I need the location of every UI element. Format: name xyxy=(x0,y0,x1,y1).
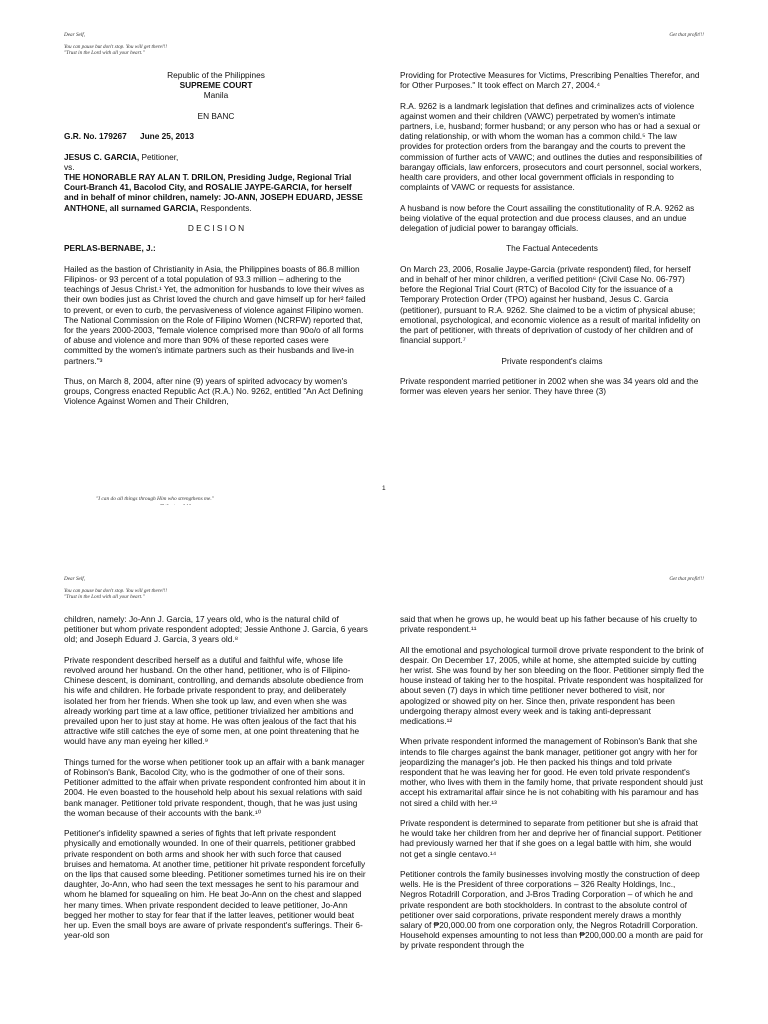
header-quote-2: "Trust in the Lord with all your heart." xyxy=(64,594,145,600)
header-motto: Get that profit!!! xyxy=(669,32,704,38)
page2-right-column xyxy=(400,614,704,961)
decision-heading: D E C I S I O N xyxy=(187,222,245,233)
page-header-left xyxy=(64,576,167,601)
body-paragraph: Hailed as the bastion of Christianity in Asia, the Philippines boasts of 86.8 million Filipinos- or 93 percent of a total population of 93.3 million – adhering to the teachings of Jesus Christ.¹ Yet, the admonition for husbands to love their wives as their own bodies just as Christ loved the church and gave himself up for her² failed to prevent, or even to curb, the pervasiveness of violence against Filipino women. The National Commission on the Role of Filipino Women (NCRFW) reported that, for the years 2000-2003, "female violence comprised more than 90o/o of all forms of abuse and violence and more than 90% of these reported cases were committed by the women's intimate partners such as their husbands and live-in partners."³ xyxy=(64,263,366,366)
header-quote-2: "Trust in the Lord with all your heart." xyxy=(64,50,145,56)
body-paragraph: Private respondent described herself as a dutiful and faithful wife, whose life revolved around her husband. On the other hand, petitioner, who is of Filipino-Chinese descent, is dominant, controlling, and demands absolute obedience from his wife and children. He forbade private respondent to pray, and deliberately isolated her from her friends. When she took up law, and even when she was already working part time at a law office, petitioner trivialized her ambitions and prevailed upon her to just stay at home. He was often jealous of the fact that his attractive wife still catches the eye of some men, at one point threatening that he would have any man eyeing her killed.⁹ xyxy=(64,654,364,747)
document-page-2 xyxy=(0,568,768,1024)
body-paragraph: Providing for Protective Measures for Victims, Prescribing Penalties Therefor, and for Other Purposes." It took effect on March 27, 2004.⁴ xyxy=(400,70,700,91)
body-paragraph: R.A. 9262 is a landmark legislation that defines and criminalizes acts of violence against women and their children (VAWC) perpetrated by women's intimate partners, i.e, husband; former husband; or any person who has or had a sexual or dating relationship, or with whom the woman has a common child.⁵ The law provides for protection orders from the barangay and the courts to prevent the commission of further acts of VAWC; and outlines the duties and responsibilities of barangay officials, law enforcers, prosecutors and court personnel, social workers, health care providers, and other local government officials in responding to complaints of VAWC or requests for assistance. xyxy=(400,100,703,193)
caption-petitioner xyxy=(64,152,368,162)
caption-respondents xyxy=(64,172,368,213)
respondents-names: THE HONORABLE RAY ALAN T. DRILON, Presiding Judge, Regional Trial Court-Branch 41, Bacolod City, and ROSALIE JAYPE-GARCIA, for herself and in behalf of minor children, namely: JO-ANN, JOSEPH EDUARD, JESSE ANTHONE, all surnamed GARCIA, xyxy=(64,171,363,213)
body-paragraph: All the emotional and psychological turmoil drove private respondent to the brink of despair. On December 17, 2005, while at home, she attempted suicide by cutting her wrist. She was found by her son bleeding on the floor. Petitioner simply fled the house instead of taking her to the hospital. Private respondent was hospitalized for about seven (7) days in which time petitioner never bothered to visit, nor apologized or showed pity on her. Since then, private respondent has been undergoing therapy almost every week and is taking anti-depressant medications.¹² xyxy=(400,644,704,727)
section-heading-claims: Private respondent's claims xyxy=(501,355,603,366)
page-header-left xyxy=(64,32,167,57)
page1-left-column xyxy=(64,70,368,417)
caption-country: Republic of the Philippines xyxy=(167,70,265,80)
body-paragraph: Private respondent is determined to separate from petitioner but she is afraid that he would take her children from her and deprive her of financial support. Petitioner had previously warned her that if she goes on a legal battle with him, she would not get a single centavo.¹⁴ xyxy=(400,818,702,859)
body-paragraph: children, namely: Jo-Ann J. Garcia, 17 years old, who is the natural child of petitioner but whom private respondent adopted; Jessie Anthone J. Garcia, 6 years old; and Joseph Eduard J. Garcia, 3 years old.⁸ xyxy=(64,614,368,645)
header-quote-1: You can pause but don't stop. You will get there!!! xyxy=(64,587,168,594)
page-gap xyxy=(0,505,768,568)
header-motto: Get that profit!!! xyxy=(669,576,704,582)
ponente: PERLAS-BERNABE, J.: xyxy=(64,243,156,254)
header-salutation: Dear Self, xyxy=(64,32,86,38)
page2-left-column xyxy=(64,614,368,951)
page-number: 1 xyxy=(382,485,386,492)
page1-right-column xyxy=(400,70,704,407)
caption-date: June 25, 2013 xyxy=(140,131,194,142)
caption-vs: vs. xyxy=(64,161,75,172)
document-page-1 xyxy=(0,0,768,505)
body-paragraph: Private respondent married petitioner in 2002 when she was 34 years old and the former was eleven years her senior. They have three (3) xyxy=(400,376,699,397)
header-salutation: Dear Self, xyxy=(64,576,86,582)
petitioner-role: Petitioner, xyxy=(139,151,179,162)
body-paragraph: When private respondent informed the management of Robinson's Bank that she intends to file charges against the bank manager, petitioner got angry with her for jeopardizing the manager's job. He then packed his things and told private respondent that he was leaving her for good. He even told private respondent's mother, who lives with them in the family home, that private respondent should just accept his extramarital affair since he is not cohabiting with his paramour and has not sired a child with her.¹³ xyxy=(400,736,703,808)
body-paragraph: Things turned for the worse when petitioner took up an affair with a bank manager of Robinson's Bank, Bacolod City, who is the godmother of one of their sons. Petitioner admitted to the affair when private respondent confronted him about it in 2004. He even boasted to the household help about his sexual relations with said bank manager. Petitioner told private respondent, though, that he was just using the woman because of their accounts with the bank.¹⁰ xyxy=(64,756,366,818)
body-paragraph: said that when he grows up, he would beat up his father because of his cruelty to private respondent.¹¹ xyxy=(400,614,698,635)
respondents-role: Respondents. xyxy=(198,202,252,213)
header-quote-1: You can pause but don't stop. You will get there!!! xyxy=(64,43,168,50)
body-paragraph: Thus, on March 8, 2004, after nine (9) years of spirited advocacy by women's groups, Congress enacted Republic Act (R.A.) No. 9262, entitled "An Act Defining Violence Against Women and Their Children, xyxy=(64,375,364,407)
body-paragraph: On March 23, 2006, Rosalie Jaype-Garcia (private respondent) filed, for herself and in behalf of her minor children, a verified petition⁶ (Civil Case No. 06-797) before the Regional Trial Court (RTC) of Bacolod City for the issuance of a Temporary Protection Order (TPO) against her husband, Jesus C. Garcia (petitioner), pursuant to R.A. 9262. She claimed to be a victim of physical abuse; emotional, psychological, and economic violence as a result of marital infidelity on the part of petitioner, with threats of deprivation of custody of her children and of financial support.⁷ xyxy=(400,263,701,346)
caption-gr-number: G.R. No. 179267 xyxy=(64,131,127,142)
petitioner-name: JESUS C. GARCIA, xyxy=(64,151,140,162)
section-heading-facts: The Factual Antecedents xyxy=(506,243,598,254)
body-paragraph: A husband is now before the Court assailing the constitutionality of R.A. 9262 as being violative of the equal protection and due process clauses, and an undue delegation of judicial power to barangay officials. xyxy=(400,202,695,234)
caption-court: SUPREME COURT xyxy=(179,80,253,91)
body-paragraph: Petitioner controls the family businesses involving mostly the construction of deep wells. He is the President of three corporations – 326 Realty Holdings, Inc., Negros Rotadrill Corporation, and J-Bros Trading Corporation – of which he and private respondent are both stockholders. In contrast to the absolute control of petitioner over said corporations, private respondent merely draws a monthly salary of ₱20,000.00 from one corporation only, the Negros Rotadrill Corporation. Household expenses amounting to not less than ₱200,000.00 a month are paid for by private respondent through the xyxy=(400,869,704,951)
caption-division: EN BANC xyxy=(197,110,235,121)
caption-city: Manila xyxy=(203,90,229,101)
body-paragraph: Petitioner's infidelity spawned a series of fights that left private respondent physically and emotionally wounded. In one of their quarrels, petitioner grabbed private respondent on both arms and shook her with such force that caused bruises and hematoma. At another time, petitioner hit private respondent forcefully on the lips that caused some bleeding. Petitioner sometimes turned his ire on their daughter, Jo-Ann, who had seen the text messages he sent to his paramour and whom he blamed for squealing on him. He beat Jo-Ann on the chest and slapped her many times. When private respondent decided to leave petitioner, Jo-Ann begged her mother to stay for fear that if the latter leaves, petitioner would beat her up. Even the small boys are aware of private respondent's sufferings. Their 6-year-old son xyxy=(64,828,366,941)
footer-quote: "I can do all things through Him who strengthens me." xyxy=(96,496,214,502)
caption-case-line xyxy=(64,131,368,141)
